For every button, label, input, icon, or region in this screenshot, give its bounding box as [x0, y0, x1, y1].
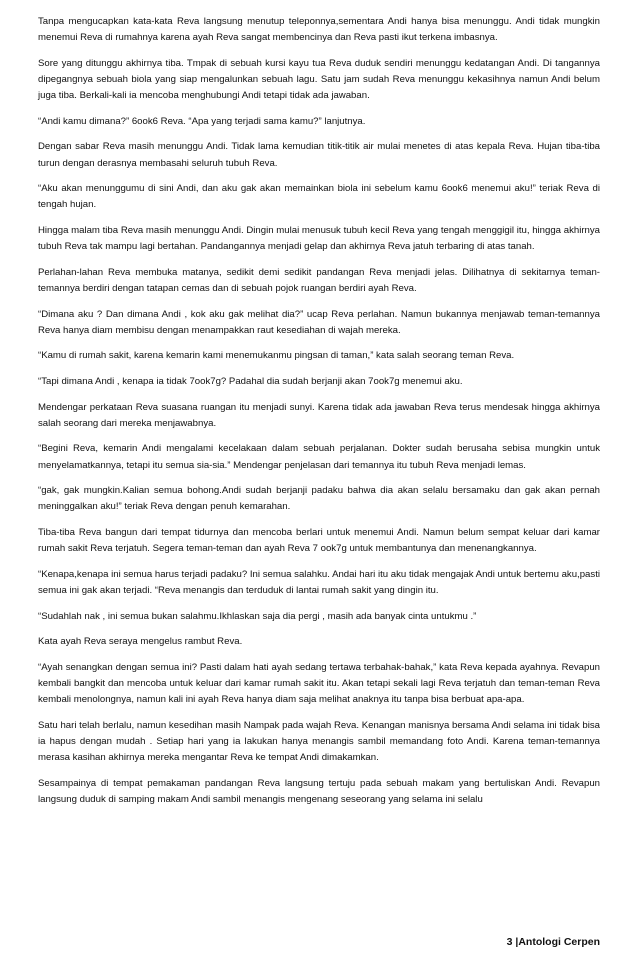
- paragraph: “Andi kamu dimana?” 6ook6 Reva. “Apa yang terjadi sama kamu?” lanjutnya.: [38, 115, 366, 127]
- paragraph: Dengan sabar Reva masih menunggu Andi. Tidak lama kemudian titik-titik air mulai menetes di atas kepala Reva. Hujan tiba-tiba turun dengan derasnya membasahi seluruh tubuh Reva.: [38, 141, 600, 169]
- paragraph: “Ayah senangkan dengan semua ini? Pasti dalam hati ayah sedang tertawa terbahak-bahak,” kata Reva kepada ayahnya. Revapun kembali bangkit dan mencoba untuk keluar dari kamar rumah sakit itu. Akan tetapi sekali lagi Reva terjatuh dan teman-teman Reva kembali menolongnya, namun kali ini ayah Reva hanya diam saja melihat anaknya itu tanpa bisa berbuat apa-apa.: [38, 661, 600, 706]
- paragraph: Sore yang ditunggu akhirnya tiba. Tmpak di sebuah kursi kayu tua Reva duduk sendiri menunggu kedatangan Andi. Di tangannya dipegangnya sebuah biola yang siap mengalunkan sebuah lagu. Satu jam sudah Reva menunggu kekasihnya namun Andi belum juga tiba. Berkali-kali ia mencoba menghubungi Andi tetapi tidak ada jawaban.: [38, 57, 600, 102]
- paragraph: “Begini Reva, kemarin Andi mengalami kecelakaan dalam sebuah perjalanan. Dokter sudah berusaha sebisa mungkin untuk menyelamatkannya, tetapi itu semua sia-sia.” Mendengar penjelasan dari temannya itu tubuh Reva menjadi lemas.: [38, 443, 600, 471]
- paragraph: Sesampainya di tempat pemakaman pandangan Reva langsung tertuju pada sebuah makam yang bertuliskan Andi. Revapun langsung duduk di samping makam Andi sambil menangis mengenang seseorang yang selama ini selalu: [38, 777, 600, 805]
- paragraph: “Tapi dimana Andi , kenapa ia tidak 7ook7g? Padahal dia sudah berjanji akan 7ook7g menemui aku.: [38, 375, 463, 387]
- paragraph: “Sudahlah nak , ini semua bukan salahmu.Ikhlaskan saja dia pergi , masih ada banyak cinta untukmu .”: [38, 610, 477, 622]
- paragraph: “Kenapa,kenapa ini semua harus terjadi padaku? Ini semua salahku. Andai hari itu aku tidak mengajak Andi untuk bertemu aku,pasti semua ini gak akan terjadi. “Reva menangis dan terduduk di lantai rumah sakit yang dingin itu.: [38, 568, 600, 596]
- paragraph: “Kamu di rumah sakit, karena kemarin kami menemukanmu pingsan di taman,” kata salah seorang teman Reva.: [38, 350, 515, 362]
- paragraph: Tanpa mengucapkan kata-kata Reva langsung menutup teleponnya,sementara Andi hanya bisa menunggu. Andi tidak mungkin menemui Reva di rumahnya karena ayah Reva sangat membencinya dan Reva pasti ikut terkena imbasnya.: [38, 16, 600, 44]
- paragraph: Satu hari telah berlalu, namun kesedihan masih Nampak pada wajah Reva. Kenangan manisnya bersama Andi selama ini tidak bisa ia hapus dengan mudah . Setiap hari yang ia lakukan hanya menangis sambil memandang foto Andi. Karena teman-temannya merasa kasihan akhirnya mereka mengantar Reva ke tempat Andi dimakamkan.: [38, 719, 600, 764]
- story-body: [38, 14, 600, 818]
- paragraph: Hingga malam tiba Reva masih menunggu Andi. Dingin mulai menusuk tubuh kecil Reva yang tengah menggigil itu, hingga akhirnya tubuh Reva tak mampu lagi bertahan. Pandangannya menjadi gelap dan akhirnya Reva jatuh terbaring di atas tanah.: [38, 224, 600, 253]
- paragraph: Perlahan-lahan Reva membuka matanya, sedikit demi sedikit pandangan Reva menjadi jelas. Dilihatnya di sekitarnya teman-temannya berdiri dengan tatapan cemas dan di sebuah pojok ruangan berdiri ayah Reva.: [38, 266, 600, 294]
- paragraph: “gak, gak mungkin.Kalian semua bohong.Andi sudah berjanji padaku bahwa dia akan selalu bersamaku dan gak akan pernah meninggalkan aku!” teriak Reva dengan penuh kemarahan.: [38, 485, 600, 513]
- page-number-label: 3 |Antologi Cerpen: [506, 936, 600, 948]
- paragraph: Tiba-tiba Reva bangun dari tempat tidurnya dan mencoba berlari untuk menemui Andi. Namun belum sempat keluar dari kamar rumah sakit Reva terjatuh. Segera teman-teman dan ayah Reva 7 ook7g untuk membantunya dan menenangkannya.: [38, 526, 600, 555]
- paragraph: Mendengar perkataan Reva suasana ruangan itu menjadi sunyi. Karena tidak ada jawaban Reva terus mendesak hingga akhirnya salah seorang dari mereka menjawabnya.: [38, 401, 600, 429]
- page-footer: [400, 936, 600, 948]
- paragraph: Kata ayah Reva seraya mengelus rambut Reva.: [38, 636, 243, 648]
- paragraph: “Dimana aku ? Dan dimana Andi , kok aku gak melihat dia?” ucap Reva perlahan. Namun bukannya menjawab teman-temannya Reva hanya diam membisu dengan menampakkan raut kesediahan di wajah mereka.: [38, 308, 600, 336]
- paragraph: “Aku akan menunggumu di sini Andi, dan aku gak akan memainkan biola ini sebelum kamu 6ook6 menemui aku!” teriak Reva di tengah hujan.: [38, 183, 600, 211]
